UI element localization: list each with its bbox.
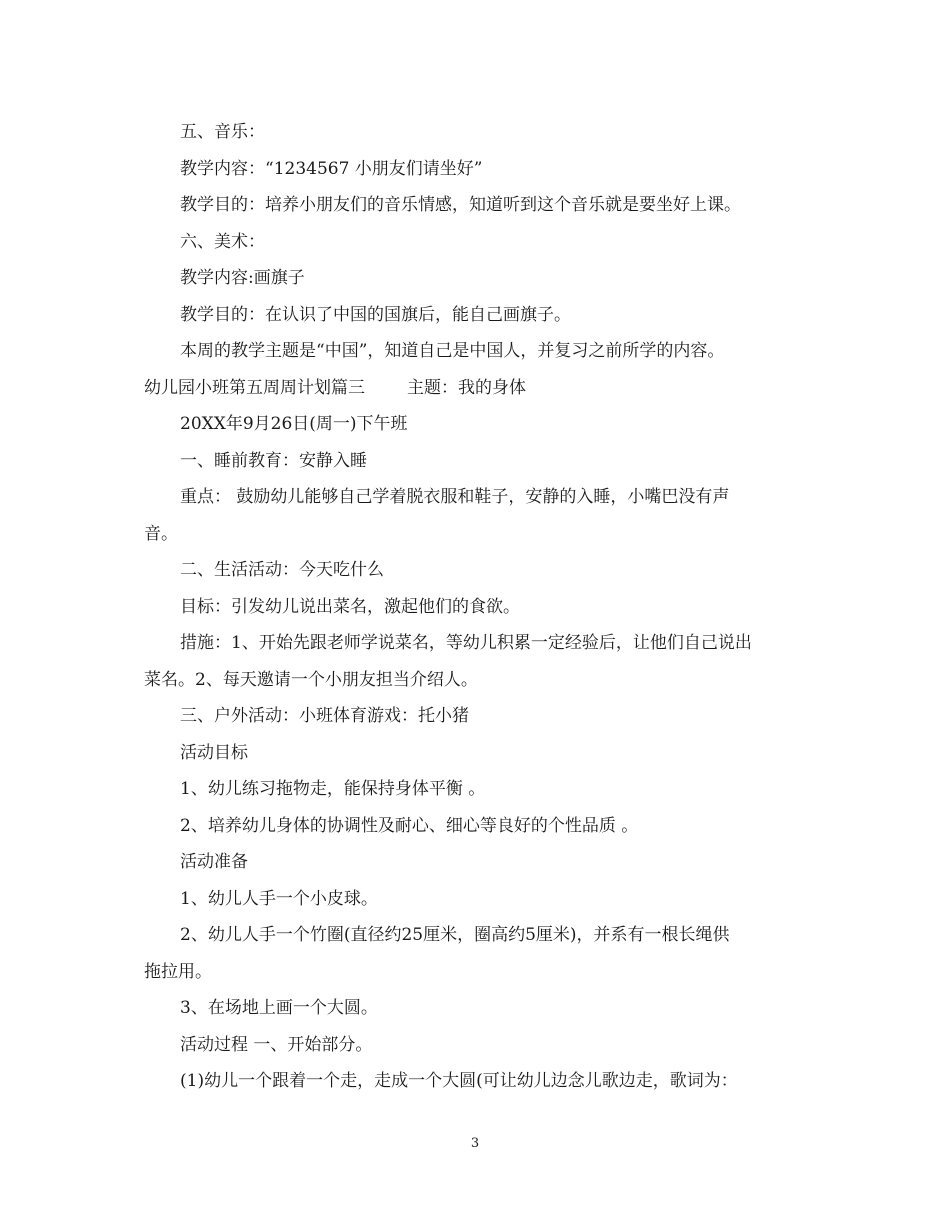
list-item: 1、幼儿人手一个小皮球。 xyxy=(180,888,378,909)
section-heading-outdoor: 三、户外活动：小班体育游戏：托小猪 xyxy=(180,706,469,726)
section-heading-life: 二、生活活动：今天吃什么 xyxy=(180,560,384,580)
subheading-activity-process: 活动过程 一、开始部分。 xyxy=(180,1034,373,1055)
paragraph-teaching-content: 教学内容：“1234567 小朋友们请坐好” xyxy=(180,158,483,179)
paragraph-weekly-theme: 本周的教学主题是“中国”，知道自己是中国人，并复习之前所学的内容。 xyxy=(180,341,725,361)
paragraph-key-point: 重点： 鼓励幼儿能够自己学着脱衣服和鞋子，安静的入睡，小嘴巴没有声 xyxy=(180,487,730,507)
list-item: 3、在场地上画一个大圆。 xyxy=(180,998,378,1018)
plan-theme: 主题：我的身体 xyxy=(407,377,526,398)
page-number: 3 xyxy=(470,1136,480,1151)
paragraph-continuation: 音。 xyxy=(144,523,178,544)
paragraph-teaching-content: 教学内容:画旗子 xyxy=(180,268,305,288)
paragraph-goal: 目标：引发幼儿说出菜名，激起他们的食欲。 xyxy=(180,596,520,617)
date-line: 20XX年9月26日(周一)下午班 xyxy=(180,414,408,434)
subheading-activity-goal: 活动目标 xyxy=(180,742,248,763)
section-heading-nap: 一、睡前教育：安静入睡 xyxy=(180,450,367,471)
section-heading-art: 六、美术： xyxy=(180,231,265,252)
subheading-activity-prep: 活动准备 xyxy=(180,852,248,872)
plan-title xyxy=(144,370,814,407)
list-item: 2、培养幼儿身体的协调性及耐心、细心等良好的个性品质 。 xyxy=(180,815,639,836)
section-heading-music: 五、音乐： xyxy=(180,122,265,142)
document-body xyxy=(144,114,814,1100)
list-item: 1、幼儿练习拖物走，能保持身体平衡 。 xyxy=(180,779,486,799)
paragraph-measures: 措施：1、开始先跟老师学说菜名，等幼儿积累一定经验后，让他们自己说出 xyxy=(180,633,752,653)
paragraph-teaching-goal: 教学目的：培养小朋友们的音乐情感，知道听到这个音乐就是要坐好上课。 xyxy=(180,195,741,215)
paragraph-process-step: (1)幼儿一个跟着一个走，走成一个大圆(可让幼儿边念儿歌边走，歌词为： xyxy=(180,1071,738,1091)
plan-title-text: 幼儿园小班第五周周计划篇三 xyxy=(144,377,365,398)
paragraph-continuation: 拖拉用。 xyxy=(144,961,212,982)
paragraph-teaching-goal: 教学目的：在认识了中国的国旗后，能自己画旗子。 xyxy=(180,304,571,325)
list-item: 2、幼儿人手一个竹圈(直径约25厘米，圈高约5厘米)，并系有一根长绳供 xyxy=(180,925,730,945)
paragraph-continuation: 菜名。2、每天邀请一个小朋友担当介绍人。 xyxy=(144,669,478,690)
